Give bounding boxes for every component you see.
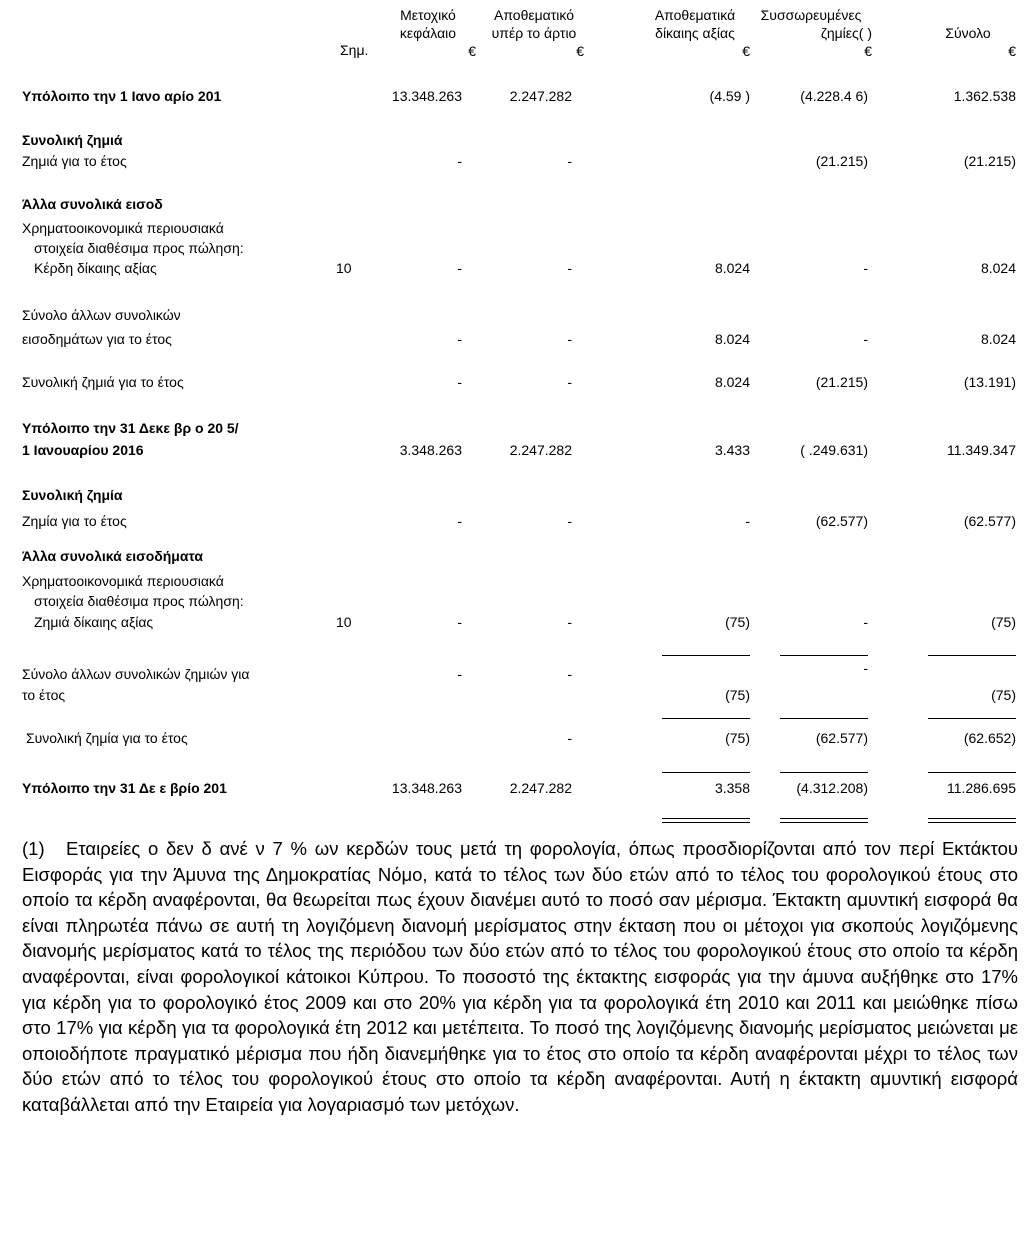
value-share-premium: 2.247.282 [509, 88, 572, 104]
footnote-paragraph [22, 836, 1018, 1118]
section-heading: Άλλα συνολικά εισοδ [22, 196, 163, 212]
value-accumulated: ( .249.631) [800, 442, 868, 458]
value-share-capital: - [457, 331, 462, 347]
note-reference: 10 [336, 260, 352, 276]
row-label: Ζημιά για το έτος [22, 153, 127, 169]
value-share-premium: - [567, 730, 572, 746]
value-accumulated: (4.228.4 6) [800, 88, 868, 104]
value-share-premium: - [567, 614, 572, 630]
value-share-premium: 2.247.282 [509, 442, 572, 458]
subtotal-rule [780, 718, 868, 719]
value-share-premium: - [567, 666, 572, 682]
footnote-number: (1) [22, 838, 45, 859]
subtotal-rule [662, 772, 750, 773]
value-total: 8.024 [980, 260, 1016, 276]
section-heading: Άλλα συνολικά εισοδήματα [22, 548, 203, 564]
value-total: (75) [991, 687, 1016, 703]
header-fair-value-reserve: Αποθεματικά δίκαιης αξίας € [654, 7, 750, 59]
value-accumulated: - [863, 614, 868, 630]
section-heading: Συνολική ζημία [22, 487, 123, 503]
value-total: (62.577) [963, 513, 1016, 529]
subtotal-rule [928, 655, 1016, 656]
row-label: Ζημιά δίκαιης αξίας [34, 614, 154, 630]
row-label: στοιχεία διαθέσιμα προς πώληση: [34, 593, 244, 609]
value-share-capital: 13.348.263 [391, 88, 462, 104]
row-label: Σύνολο άλλων συνολικών [22, 307, 181, 323]
value-share-premium: - [567, 153, 572, 169]
footnote-text: Εταιρείες ο δεν δ ανέ ν 7 % ων κερδών τους μετά τη φορολογία, όπως προσδιορίζονται από τον περί Εκτάκτου Εισφοράς για την Άμυνα της Δημοκρατίας Νόμο, κατά το τέλος των δύο ετών από το τέλος του φορολογικού έτους στο οποίο τα κέρδη αναφέρονται, θα θεωρείται πως έχουν διανέμει αυτό το ποσό σαν μέρισμα. Έκτακτη αμυντική εισφορά θα είναι πληρωτέα πάνω σε αυτή τη λογιζόμενη διανομή μερίσματος στην έκταση που οι μέτοχοι για σκοπούς λογιζόμενης διανομής μερίσματος κατά το τέλος της περιόδου των δύο ετών από το τέλος του φορολογικού έτους στο οποίο τα κέρδη αναφέρονται, είναι φορολογικοί κάτοικοι Κύπρου. Το ποσοστό της έκτακτης εισφοράς για την άμυνα αυξήθηκε στο 17% για κέρδη για το φορολογικό έτος 2009 και στο 20% για κέρδη για τα φορολογικά έτη 2010 και 2011 και μειώθηκε πίσω στο 17% για κέρδη για τα φορολογικά έτη 2012 και μετέπειτα. Το ποσό της λογιζόμενης διανομής μερίσματος μειώνεται με οποιοδήποτε πραγματικό μέρισμα που ήδη διανεμήθηκε για το έτος στο οποίο τα κέρδη αναφέρονται μέχρι το τέλος των δύο ετών από το τέλος του φορολογικού έτους στο οποίο τα κέρδη αναφέρονται. Αυτή η έκτακτη αμυντική εισφορά καταβάλλεται από την Εταιρεία για λογαριασμό των μετόχων. [22, 838, 1018, 1115]
value-accumulated: (21.215) [815, 153, 868, 169]
value-fair-value: 3.433 [714, 442, 750, 458]
value-share-capital: - [457, 374, 462, 390]
value-share-capital: - [457, 153, 462, 169]
row-label: 1 Ιανουαρίου 2016 [22, 442, 144, 458]
value-accumulated: - [863, 260, 868, 276]
row-label: το έτος [22, 687, 66, 703]
value-total: 1.362.538 [953, 88, 1016, 104]
row-label: στοιχεία διαθέσιμα προς πώληση: [34, 240, 244, 256]
value-fair-value: (75) [725, 730, 750, 746]
value-share-premium: - [567, 374, 572, 390]
subtotal-rule [780, 655, 868, 656]
value-fair-value: (75) [725, 687, 750, 703]
value-share-capital: - [457, 666, 462, 682]
value-total: 11.349.347 [946, 442, 1016, 458]
value-total: (75) [991, 614, 1016, 630]
value-accumulated: (4.312.208) [796, 780, 868, 796]
value-share-capital: - [457, 513, 462, 529]
subtotal-rule [662, 655, 750, 656]
row-label: Συνολική ζημία για το έτος [26, 730, 188, 746]
total-double-rule [780, 818, 868, 823]
header-share-capital: Μετοχικό κεφάλαιο € [399, 7, 476, 59]
value-share-premium: 2.247.282 [509, 780, 572, 796]
row-label: Υπόλοιπο την 31 Δεκε βρ ο 20 5/ [22, 420, 239, 436]
header-total: Σύνολο € [945, 25, 1016, 59]
value-accumulated: (21.215) [815, 374, 868, 390]
row-label: Υπόλοιπο την 1 Ιανο αρίο 201 [22, 88, 222, 104]
value-accumulated: - [863, 331, 868, 347]
row-label: Χρηματοοικονομικά περιουσιακά [22, 573, 224, 589]
total-double-rule [662, 818, 750, 823]
value-fair-value: (4.59 ) [709, 88, 750, 104]
header-note: Σημ. [340, 42, 369, 58]
value-fair-value: 8.024 [714, 260, 750, 276]
value-total: (13.191) [963, 374, 1016, 390]
row-label: Υπόλοιπο την 31 Δε ε βρίο 201 [22, 780, 227, 796]
value-share-capital: - [457, 614, 462, 630]
value-accumulated: (62.577) [815, 513, 868, 529]
value-share-capital: - [457, 260, 462, 276]
note-reference: 10 [336, 614, 352, 630]
value-fair-value: 3.358 [714, 780, 750, 796]
subtotal-rule [780, 772, 868, 773]
section-heading: Συνολική ζημιά [22, 132, 123, 148]
value-total: 8.024 [980, 331, 1016, 347]
row-label: εισοδημάτων για το έτος [22, 331, 172, 347]
value-share-premium: - [567, 513, 572, 529]
row-label: Ζημία για το έτος [22, 513, 127, 529]
value-fair-value: - [745, 513, 750, 529]
value-accumulated: (62.577) [815, 730, 868, 746]
value-fair-value: 8.024 [714, 331, 750, 347]
header-accumulated-losses: Συσσωρευμένες ζημίες( ) € [760, 7, 872, 59]
value-total: (21.215) [963, 153, 1016, 169]
subtotal-rule [928, 718, 1016, 719]
value-share-capital: 3.348.263 [399, 442, 462, 458]
value-fair-value: 8.024 [714, 374, 750, 390]
value-share-premium: - [567, 331, 572, 347]
row-label: Κέρδη δίκαιης αξίας [34, 260, 157, 276]
row-label: Χρηματοοικονομικά περιουσιακά [22, 220, 224, 236]
subtotal-rule [662, 718, 750, 719]
value-total: 11.286.695 [946, 780, 1016, 796]
header-share-premium: Αποθεματικό υπέρ το άρτιο € [491, 7, 584, 59]
row-label: Συνολική ζημιά για το έτος [22, 374, 184, 390]
value-fair-value: (75) [725, 614, 750, 630]
value-share-premium: - [567, 260, 572, 276]
row-label: Σύνολο άλλων συνολικών ζημιών για [22, 666, 250, 682]
value-total: (62.652) [963, 730, 1016, 746]
total-double-rule [928, 818, 1016, 823]
value-accumulated: - [863, 660, 868, 676]
value-share-capital: 13.348.263 [391, 780, 462, 796]
subtotal-rule [928, 772, 1016, 773]
